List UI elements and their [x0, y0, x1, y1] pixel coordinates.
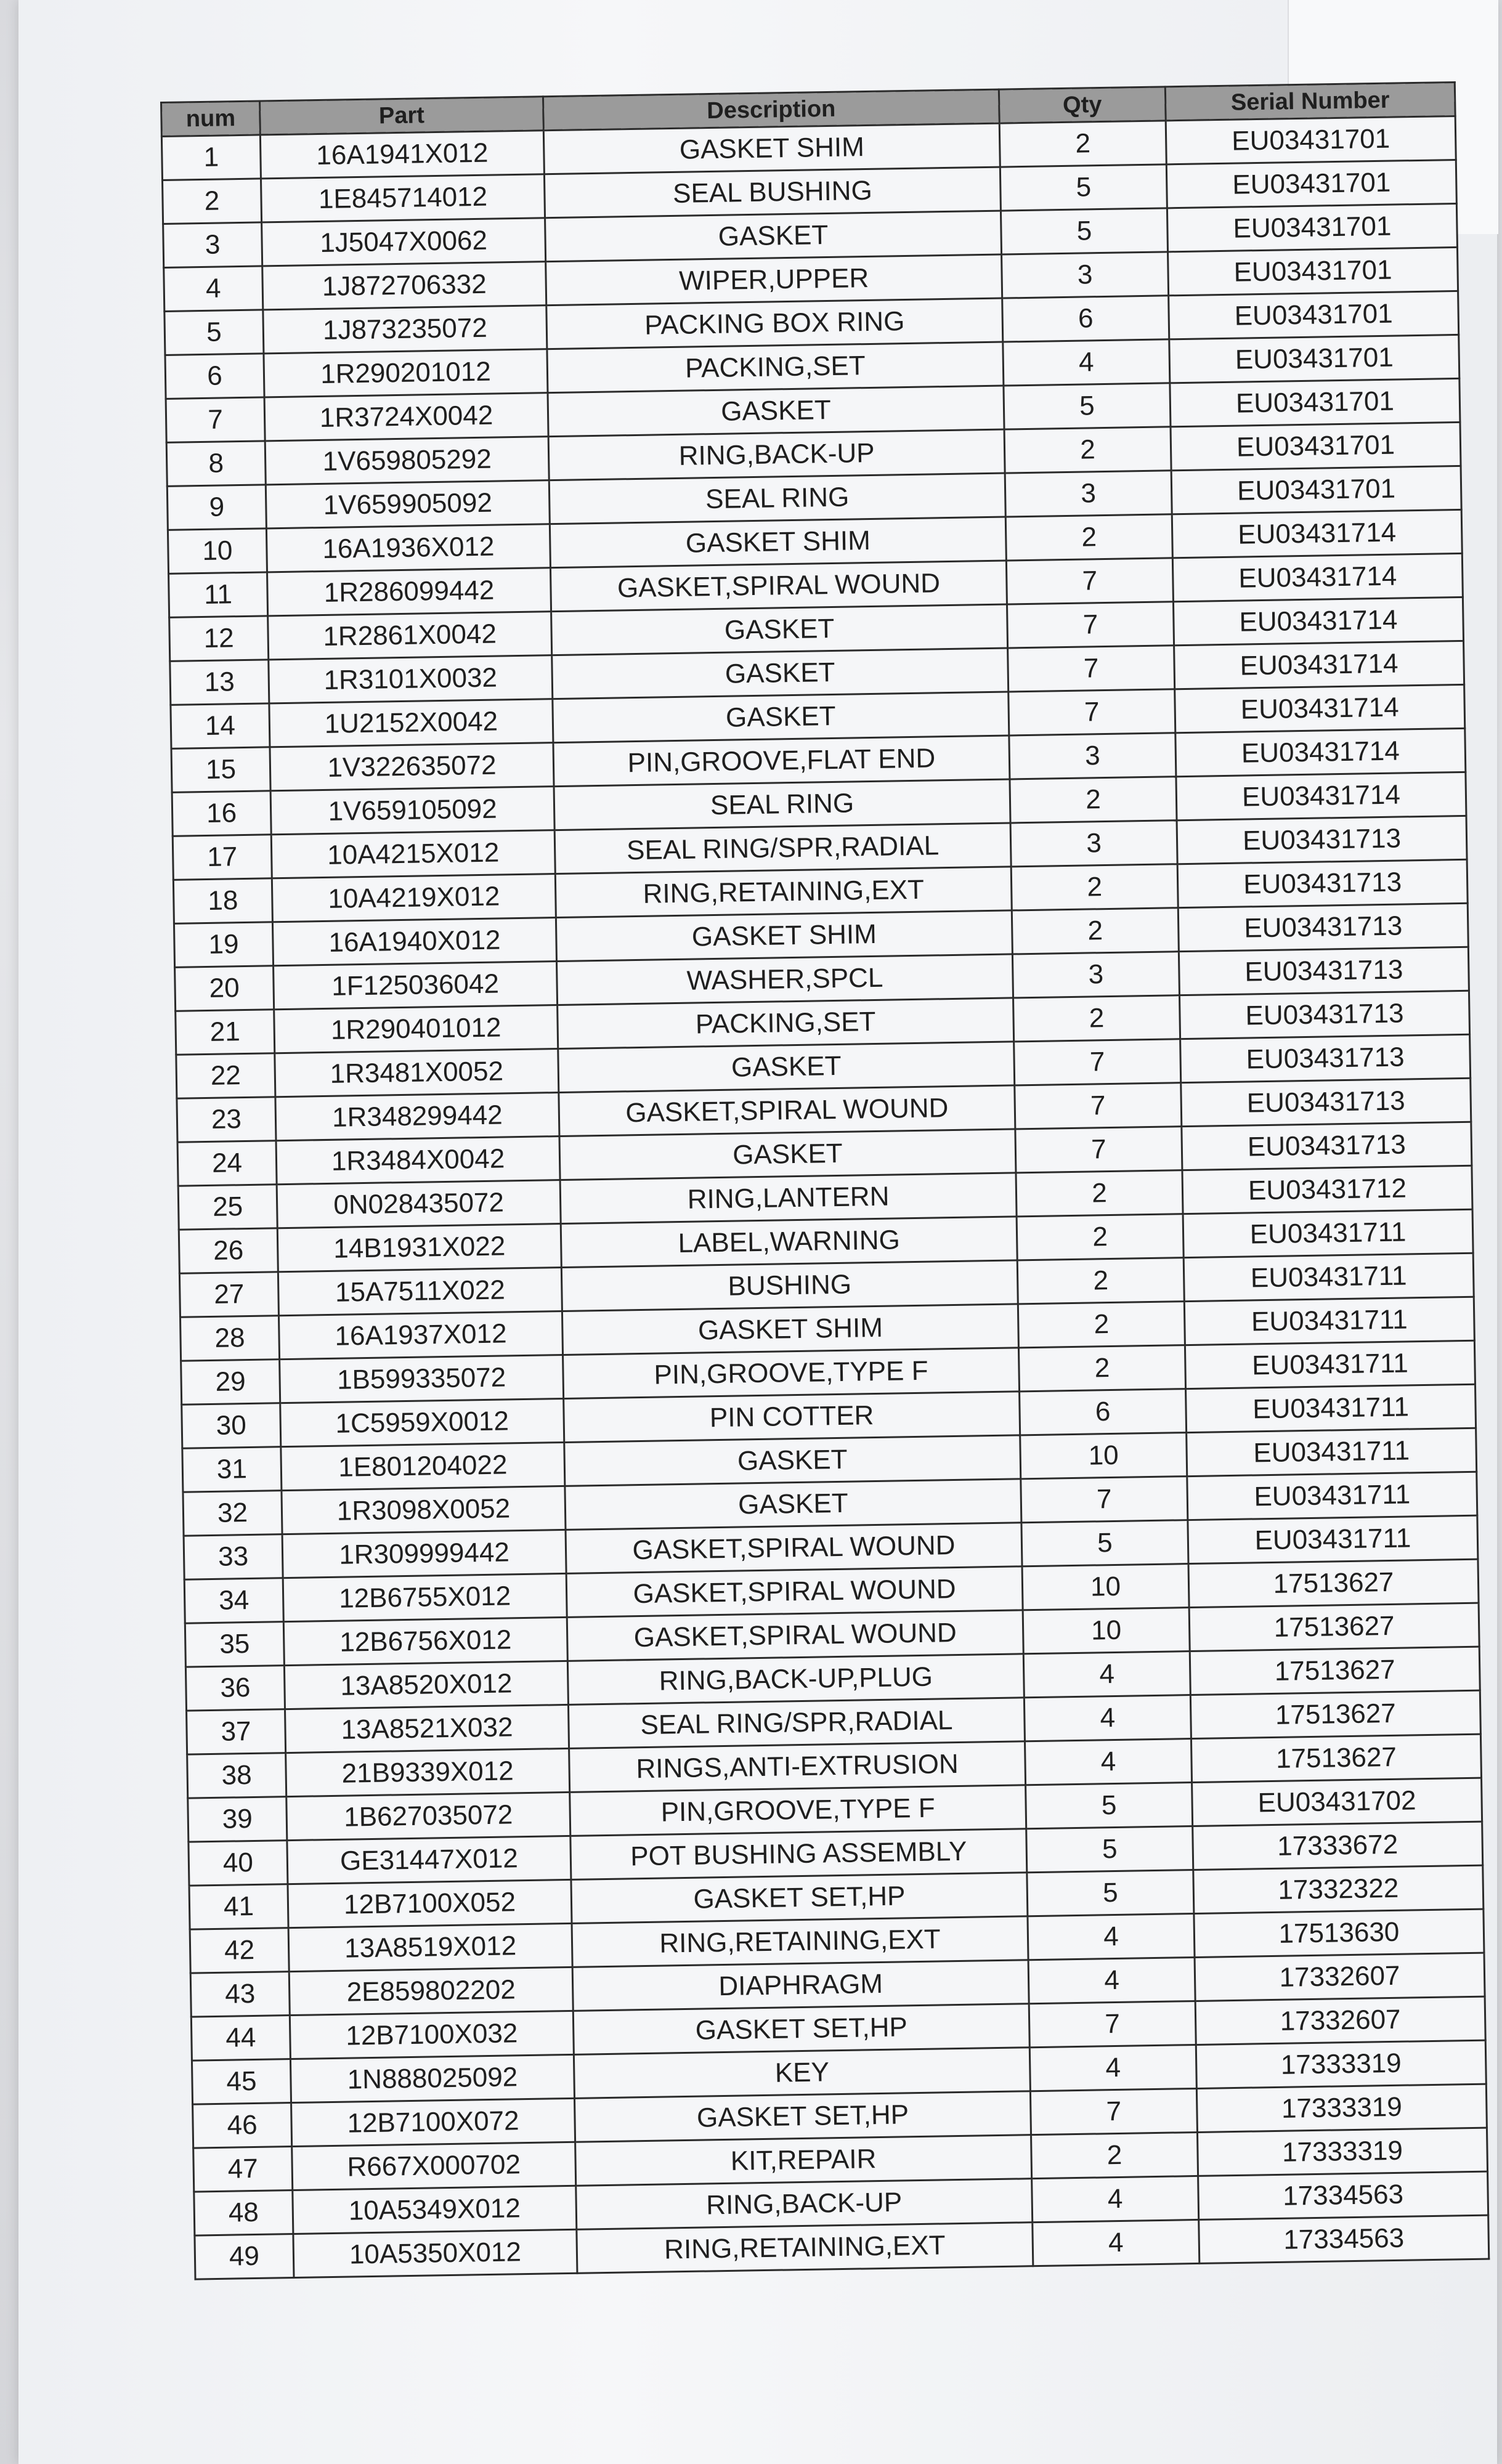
cell-part: 1R286099442 — [267, 568, 551, 616]
cell-qty: 7 — [1009, 689, 1175, 736]
cell-part: 16A1941X012 — [260, 131, 544, 179]
cell-description: GASKET,SPIRAL WOUND — [566, 1566, 1023, 1618]
cell-part: 16A1940X012 — [272, 918, 556, 966]
cell-qty: 6 — [1020, 1389, 1187, 1435]
cell-qty: 5 — [1026, 1826, 1193, 1873]
parts-table-container — [160, 81, 1488, 2280]
cell-num: 35 — [185, 1622, 284, 1668]
cell-description: SEAL BUSHING — [544, 167, 1001, 218]
cell-num: 32 — [183, 1491, 282, 1536]
cell-num: 2 — [163, 179, 262, 224]
cell-part: 1U2152X0042 — [269, 699, 553, 747]
cell-num: 19 — [174, 922, 273, 968]
cell-serial-number: EU03431711 — [1187, 1428, 1477, 1476]
cell-serial-number: EU03431701 — [1170, 378, 1460, 426]
cell-serial-number: 17513627 — [1190, 1647, 1480, 1695]
cell-qty: 6 — [1002, 296, 1169, 342]
cell-serial-number: EU03431713 — [1179, 947, 1469, 995]
cell-part: 1R3098X0052 — [282, 1486, 566, 1534]
cell-description: GASKET — [559, 1129, 1016, 1180]
cell-num: 26 — [179, 1228, 278, 1274]
cell-qty: 5 — [1021, 1520, 1188, 1566]
cell-num: 33 — [184, 1534, 283, 1580]
cell-serial-number: EU03431713 — [1182, 1122, 1472, 1170]
cell-description: SEAL RING — [554, 779, 1010, 830]
cell-qty: 4 — [1003, 339, 1170, 386]
cell-serial-number: 17513627 — [1188, 1559, 1479, 1607]
header-description: Description — [543, 89, 999, 131]
cell-qty: 7 — [1008, 646, 1175, 692]
cell-qty: 3 — [1009, 733, 1176, 779]
cell-serial-number: EU03431701 — [1169, 334, 1459, 383]
cell-description: GASKET SET,HP — [573, 2004, 1029, 2055]
cell-part: R667X000702 — [292, 2142, 576, 2190]
cell-part: 1F125036042 — [274, 962, 558, 1010]
cell-num: 5 — [164, 310, 264, 355]
cell-num: 36 — [185, 1666, 285, 1711]
cell-qty: 7 — [1014, 1039, 1181, 1085]
header-qty: Qty — [999, 87, 1166, 123]
cell-serial-number: EU03431714 — [1172, 509, 1462, 557]
cell-qty: 7 — [1021, 1477, 1188, 1523]
cell-part: 13A8521X032 — [285, 1704, 569, 1753]
cell-num: 38 — [187, 1753, 286, 1799]
cell-serial-number: EU03431702 — [1192, 1778, 1482, 1826]
cell-qty: 2 — [1017, 1258, 1184, 1304]
cell-part: 2E859802202 — [289, 1967, 573, 2015]
cell-num: 11 — [169, 572, 268, 618]
cell-serial-number: EU03431714 — [1174, 641, 1464, 689]
cell-num: 16 — [172, 791, 271, 837]
parts-table — [160, 81, 1490, 2280]
cell-part: 1R3101X0032 — [269, 655, 553, 703]
cell-description: GASKET — [548, 386, 1004, 437]
cell-description: SEAL RING — [549, 473, 1005, 524]
paper-sheet — [18, 0, 1497, 2464]
cell-num: 13 — [170, 660, 269, 705]
cell-description: GASKET SET,HP — [571, 1873, 1028, 1924]
cell-serial-number: EU03431714 — [1176, 772, 1466, 820]
cell-part: 16A1936X012 — [266, 524, 550, 572]
cell-qty: 2 — [1017, 1214, 1183, 1260]
cell-part: 14B1931X022 — [277, 1224, 561, 1272]
cell-serial-number: EU03431713 — [1177, 816, 1467, 864]
cell-part: 12B7100X032 — [290, 2011, 574, 2059]
cell-num: 31 — [182, 1447, 282, 1493]
cell-qty: 4 — [1028, 1914, 1195, 1960]
cell-qty: 5 — [1027, 1870, 1194, 1916]
cell-serial-number: 17333319 — [1197, 2128, 1487, 2176]
cell-serial-number: 17332322 — [1193, 1865, 1484, 1913]
cell-description: GASKET — [545, 211, 1002, 262]
cell-part: 10A4219X012 — [272, 874, 556, 922]
cell-qty: 2 — [1016, 1170, 1183, 1217]
cell-qty: 4 — [1023, 1651, 1190, 1698]
cell-serial-number: EU03431712 — [1182, 1165, 1472, 1214]
cell-description: GASKET,SPIRAL WOUND — [567, 1610, 1023, 1661]
cell-qty: 5 — [1001, 208, 1167, 254]
cell-qty: 2 — [1010, 777, 1177, 823]
cell-description: WASHER,SPCL — [556, 954, 1013, 1005]
cell-serial-number: EU03431713 — [1181, 1078, 1471, 1126]
cell-num: 8 — [166, 441, 266, 487]
cell-serial-number: 17513630 — [1194, 1909, 1484, 1957]
cell-description: GASKET SET,HP — [574, 2091, 1031, 2142]
cell-part: 10A5350X012 — [293, 2229, 577, 2277]
cell-serial-number: EU03431711 — [1183, 1209, 1473, 1257]
cell-serial-number: 17513627 — [1190, 1690, 1480, 1738]
cell-part: 15A7511X022 — [278, 1268, 562, 1316]
cell-num: 47 — [193, 2147, 293, 2192]
cell-part: GE31447X012 — [287, 1836, 571, 1884]
cell-part: 1B599335072 — [280, 1355, 564, 1403]
cell-part: 1J5047X0062 — [262, 218, 546, 266]
cell-serial-number: EU03431714 — [1175, 728, 1466, 776]
cell-num: 3 — [163, 222, 262, 268]
cell-part: 1R3481X0052 — [275, 1049, 559, 1097]
cell-num: 15 — [171, 747, 270, 793]
cell-qty: 7 — [1015, 1127, 1182, 1173]
cell-part: 1R290201012 — [264, 349, 548, 397]
cell-description: GASKET SHIM — [556, 910, 1012, 962]
cell-part: 1V322635072 — [270, 743, 554, 791]
cell-serial-number: EU03431711 — [1183, 1253, 1474, 1301]
cell-qty: 7 — [1030, 2088, 1197, 2134]
cell-part: 1J872706332 — [262, 262, 546, 310]
cell-description: GASKET — [565, 1479, 1021, 1530]
cell-num: 29 — [181, 1360, 280, 1405]
cell-description: RINGS,ANTI-EXTRUSION — [569, 1741, 1026, 1793]
cell-num: 23 — [177, 1097, 276, 1143]
cell-num: 49 — [195, 2234, 294, 2280]
cell-serial-number: EU03431713 — [1179, 991, 1469, 1039]
cell-serial-number: EU03431714 — [1173, 597, 1463, 645]
cell-num: 43 — [190, 1972, 290, 2017]
cell-description: GASKET — [552, 648, 1009, 699]
cell-num: 24 — [177, 1141, 277, 1186]
cell-description: PACKING,SET — [547, 342, 1004, 393]
cell-serial-number: EU03431711 — [1187, 1472, 1477, 1520]
cell-description: WIPER,UPPER — [546, 254, 1002, 306]
cell-serial-number: EU03431714 — [1172, 553, 1463, 601]
cell-part: 10A4215X012 — [271, 830, 555, 878]
cell-qty: 7 — [1007, 602, 1174, 648]
cell-part: 16A1937X012 — [278, 1311, 562, 1359]
cell-num: 28 — [180, 1316, 279, 1361]
cell-num: 30 — [182, 1403, 281, 1449]
cell-num: 7 — [166, 397, 265, 443]
cell-qty: 2 — [1005, 514, 1172, 561]
cell-description: POT BUSHING ASSEMBLY — [570, 1829, 1027, 1880]
cell-part: 1R309999442 — [282, 1530, 566, 1578]
cell-serial-number: EU03431701 — [1171, 466, 1461, 514]
cell-serial-number: EU03431711 — [1184, 1297, 1474, 1345]
cell-description: GASKET SHIM — [562, 1304, 1018, 1355]
cell-qty: 5 — [1004, 383, 1171, 429]
cell-num: 14 — [171, 703, 270, 749]
cell-num: 21 — [176, 1010, 275, 1055]
cell-part: 1V659805292 — [265, 437, 549, 485]
cell-serial-number: EU03431714 — [1175, 684, 1465, 732]
cell-description: PIN COTTER — [564, 1392, 1020, 1443]
cell-description: DIAPHRAGM — [572, 1960, 1029, 2011]
header-serial-number: Serial Number — [1165, 82, 1455, 120]
cell-num: 4 — [164, 266, 263, 312]
cell-description: KIT,REPAIR — [575, 2135, 1032, 2186]
cell-num: 9 — [167, 485, 266, 530]
cell-qty: 4 — [1025, 1739, 1191, 1785]
cell-part: 13A8519X012 — [288, 1923, 572, 1971]
cell-serial-number: 17334563 — [1198, 2171, 1488, 2219]
cell-num: 17 — [173, 835, 272, 880]
cell-num: 27 — [179, 1272, 278, 1318]
cell-serial-number: 17332607 — [1195, 1953, 1485, 2001]
cell-part: 1C5959X0012 — [280, 1398, 564, 1446]
cell-part: 1V659905092 — [266, 480, 550, 529]
cell-qty: 7 — [1029, 2001, 1196, 2047]
cell-description: RING,RETAINING,EXT — [555, 867, 1012, 918]
cell-part: 1V659105092 — [270, 787, 554, 835]
cell-serial-number: EU03431713 — [1178, 903, 1468, 951]
cell-serial-number: 17333319 — [1196, 2040, 1486, 2088]
cell-num: 6 — [165, 354, 264, 399]
cell-description: GASKET — [558, 1042, 1015, 1093]
cell-num: 42 — [190, 1928, 289, 1974]
cell-serial-number: EU03431701 — [1168, 247, 1458, 295]
cell-part: 0N028435072 — [277, 1180, 561, 1228]
cell-description: GASKET — [564, 1435, 1021, 1486]
cell-serial-number: EU03431713 — [1177, 859, 1467, 907]
cell-description: RING,RETAINING,EXT — [577, 2223, 1033, 2274]
cell-num: 44 — [191, 2016, 290, 2061]
cell-description: GASKET SHIM — [550, 517, 1006, 568]
cell-num: 22 — [176, 1053, 275, 1099]
cell-serial-number: EU03431701 — [1171, 422, 1461, 470]
cell-part: 1R3724X0042 — [264, 393, 548, 441]
cell-description: GASKET,SPIRAL WOUND — [550, 561, 1007, 612]
cell-part: 1R3484X0042 — [276, 1137, 560, 1185]
cell-description: GASKET SHIM — [543, 123, 1000, 174]
cell-num: 12 — [169, 616, 269, 662]
cell-num: 45 — [192, 2059, 291, 2105]
cell-qty: 4 — [1024, 1695, 1191, 1741]
cell-num: 20 — [175, 966, 274, 1011]
cell-num: 41 — [189, 1884, 288, 1930]
cell-serial-number: EU03431711 — [1185, 1340, 1475, 1388]
cell-serial-number: 17333319 — [1196, 2084, 1487, 2132]
header-num: num — [161, 101, 261, 137]
cell-description: RING,BACK-UP,PLUG — [567, 1654, 1024, 1705]
cell-qty: 3 — [1010, 821, 1177, 867]
cell-part: 12B7100X052 — [288, 1879, 572, 1927]
cell-part: 13A8520X012 — [284, 1661, 568, 1709]
cell-qty: 3 — [1005, 471, 1172, 517]
cell-serial-number: EU03431701 — [1169, 291, 1459, 339]
cell-part: 1R290401012 — [274, 1005, 558, 1053]
cell-qty: 10 — [1022, 1564, 1189, 1610]
cell-description: PACKING BOX RING — [546, 298, 1003, 349]
cell-part: 1R2861X0042 — [268, 612, 552, 660]
cell-part: 1B627035072 — [286, 1792, 570, 1840]
cell-qty: 2 — [1012, 908, 1179, 954]
cell-qty: 3 — [1012, 952, 1179, 998]
cell-qty: 3 — [1002, 252, 1169, 298]
cell-part: 12B6755X012 — [283, 1573, 567, 1621]
cell-qty: 2 — [1004, 427, 1171, 473]
cell-description: GASKET — [551, 604, 1008, 655]
cell-qty: 2 — [1018, 1302, 1185, 1348]
cell-serial-number: 17334563 — [1199, 2215, 1489, 2263]
cell-serial-number: EU03431711 — [1186, 1384, 1476, 1432]
cell-num: 37 — [187, 1709, 286, 1755]
cell-part: 1E801204022 — [281, 1442, 565, 1490]
cell-serial-number: 17332607 — [1195, 1996, 1485, 2045]
cell-serial-number: 17333672 — [1193, 1822, 1483, 1870]
cell-description: RING,BACK-UP — [576, 2179, 1033, 2230]
cell-description: SEAL RING/SPR,RADIAL — [554, 823, 1011, 874]
cell-description: KEY — [574, 2048, 1030, 2099]
cell-part: 12B6756X012 — [283, 1617, 567, 1665]
cell-qty: 5 — [1000, 164, 1167, 211]
cell-serial-number: EU03431713 — [1180, 1034, 1471, 1082]
cell-serial-number: EU03431701 — [1166, 116, 1456, 164]
cell-num: 46 — [193, 2103, 292, 2149]
cell-description: LABEL,WARNING — [561, 1217, 1017, 1268]
cell-qty: 5 — [1026, 1783, 1193, 1829]
cell-num: 40 — [189, 1841, 288, 1886]
cell-num: 18 — [173, 878, 272, 924]
cell-num: 39 — [188, 1797, 287, 1842]
cell-part: 21B9339X012 — [286, 1748, 570, 1796]
cell-qty: 2 — [1018, 1345, 1185, 1392]
header-part: Part — [260, 97, 544, 135]
cell-qty: 10 — [1023, 1608, 1190, 1654]
cell-num: 34 — [184, 1578, 283, 1624]
cell-serial-number: 17513627 — [1191, 1734, 1481, 1782]
cell-qty: 7 — [1015, 1083, 1182, 1129]
cell-qty: 2 — [1013, 995, 1180, 1042]
cell-part: 1R348299442 — [275, 1093, 559, 1141]
cell-num: 10 — [168, 529, 267, 574]
cell-qty: 10 — [1020, 1433, 1187, 1479]
cell-serial-number: EU03431701 — [1166, 160, 1456, 208]
cell-num: 1 — [161, 135, 261, 180]
cell-description: GASKET,SPIRAL WOUND — [559, 1085, 1015, 1137]
cell-description: RING,BACK-UP — [548, 429, 1005, 480]
cell-num: 25 — [178, 1185, 277, 1230]
cell-qty: 4 — [1032, 2176, 1199, 2222]
cell-serial-number: EU03431711 — [1188, 1515, 1478, 1563]
cell-qty: 2 — [999, 121, 1166, 167]
cell-qty: 2 — [1031, 2132, 1198, 2178]
cell-qty: 4 — [1033, 2219, 1200, 2266]
cell-qty: 2 — [1011, 864, 1178, 910]
cell-description: PIN,GROOVE,TYPE F — [563, 1348, 1020, 1399]
cell-part: 12B7100X072 — [291, 2098, 575, 2146]
cell-serial-number: 17513627 — [1189, 1603, 1479, 1651]
cell-part: 1E845714012 — [261, 174, 545, 222]
cell-description: PIN,GROOVE,TYPE F — [570, 1785, 1026, 1836]
cell-description: SEAL RING/SPR,RADIAL — [568, 1698, 1025, 1749]
cell-qty: 4 — [1029, 2045, 1196, 2091]
cell-qty: 7 — [1006, 558, 1173, 604]
cell-description: PACKING,SET — [558, 998, 1014, 1049]
cell-serial-number: EU03431701 — [1167, 203, 1457, 251]
cell-num: 48 — [194, 2190, 293, 2236]
cell-description: PIN,GROOVE,FLAT END — [553, 736, 1010, 787]
cell-description: RING,RETAINING,EXT — [572, 1916, 1028, 1968]
cell-description: GASKET,SPIRAL WOUND — [566, 1523, 1022, 1574]
cell-part: 10A5349X012 — [293, 2186, 577, 2234]
cell-description: GASKET — [553, 692, 1009, 743]
cell-description: RING,LANTERN — [560, 1173, 1017, 1224]
cell-description: BUSHING — [561, 1260, 1018, 1311]
cell-qty: 4 — [1028, 1957, 1195, 2003]
cell-part: 1N888025092 — [290, 2054, 574, 2102]
cell-part: 1J873235072 — [263, 306, 547, 354]
